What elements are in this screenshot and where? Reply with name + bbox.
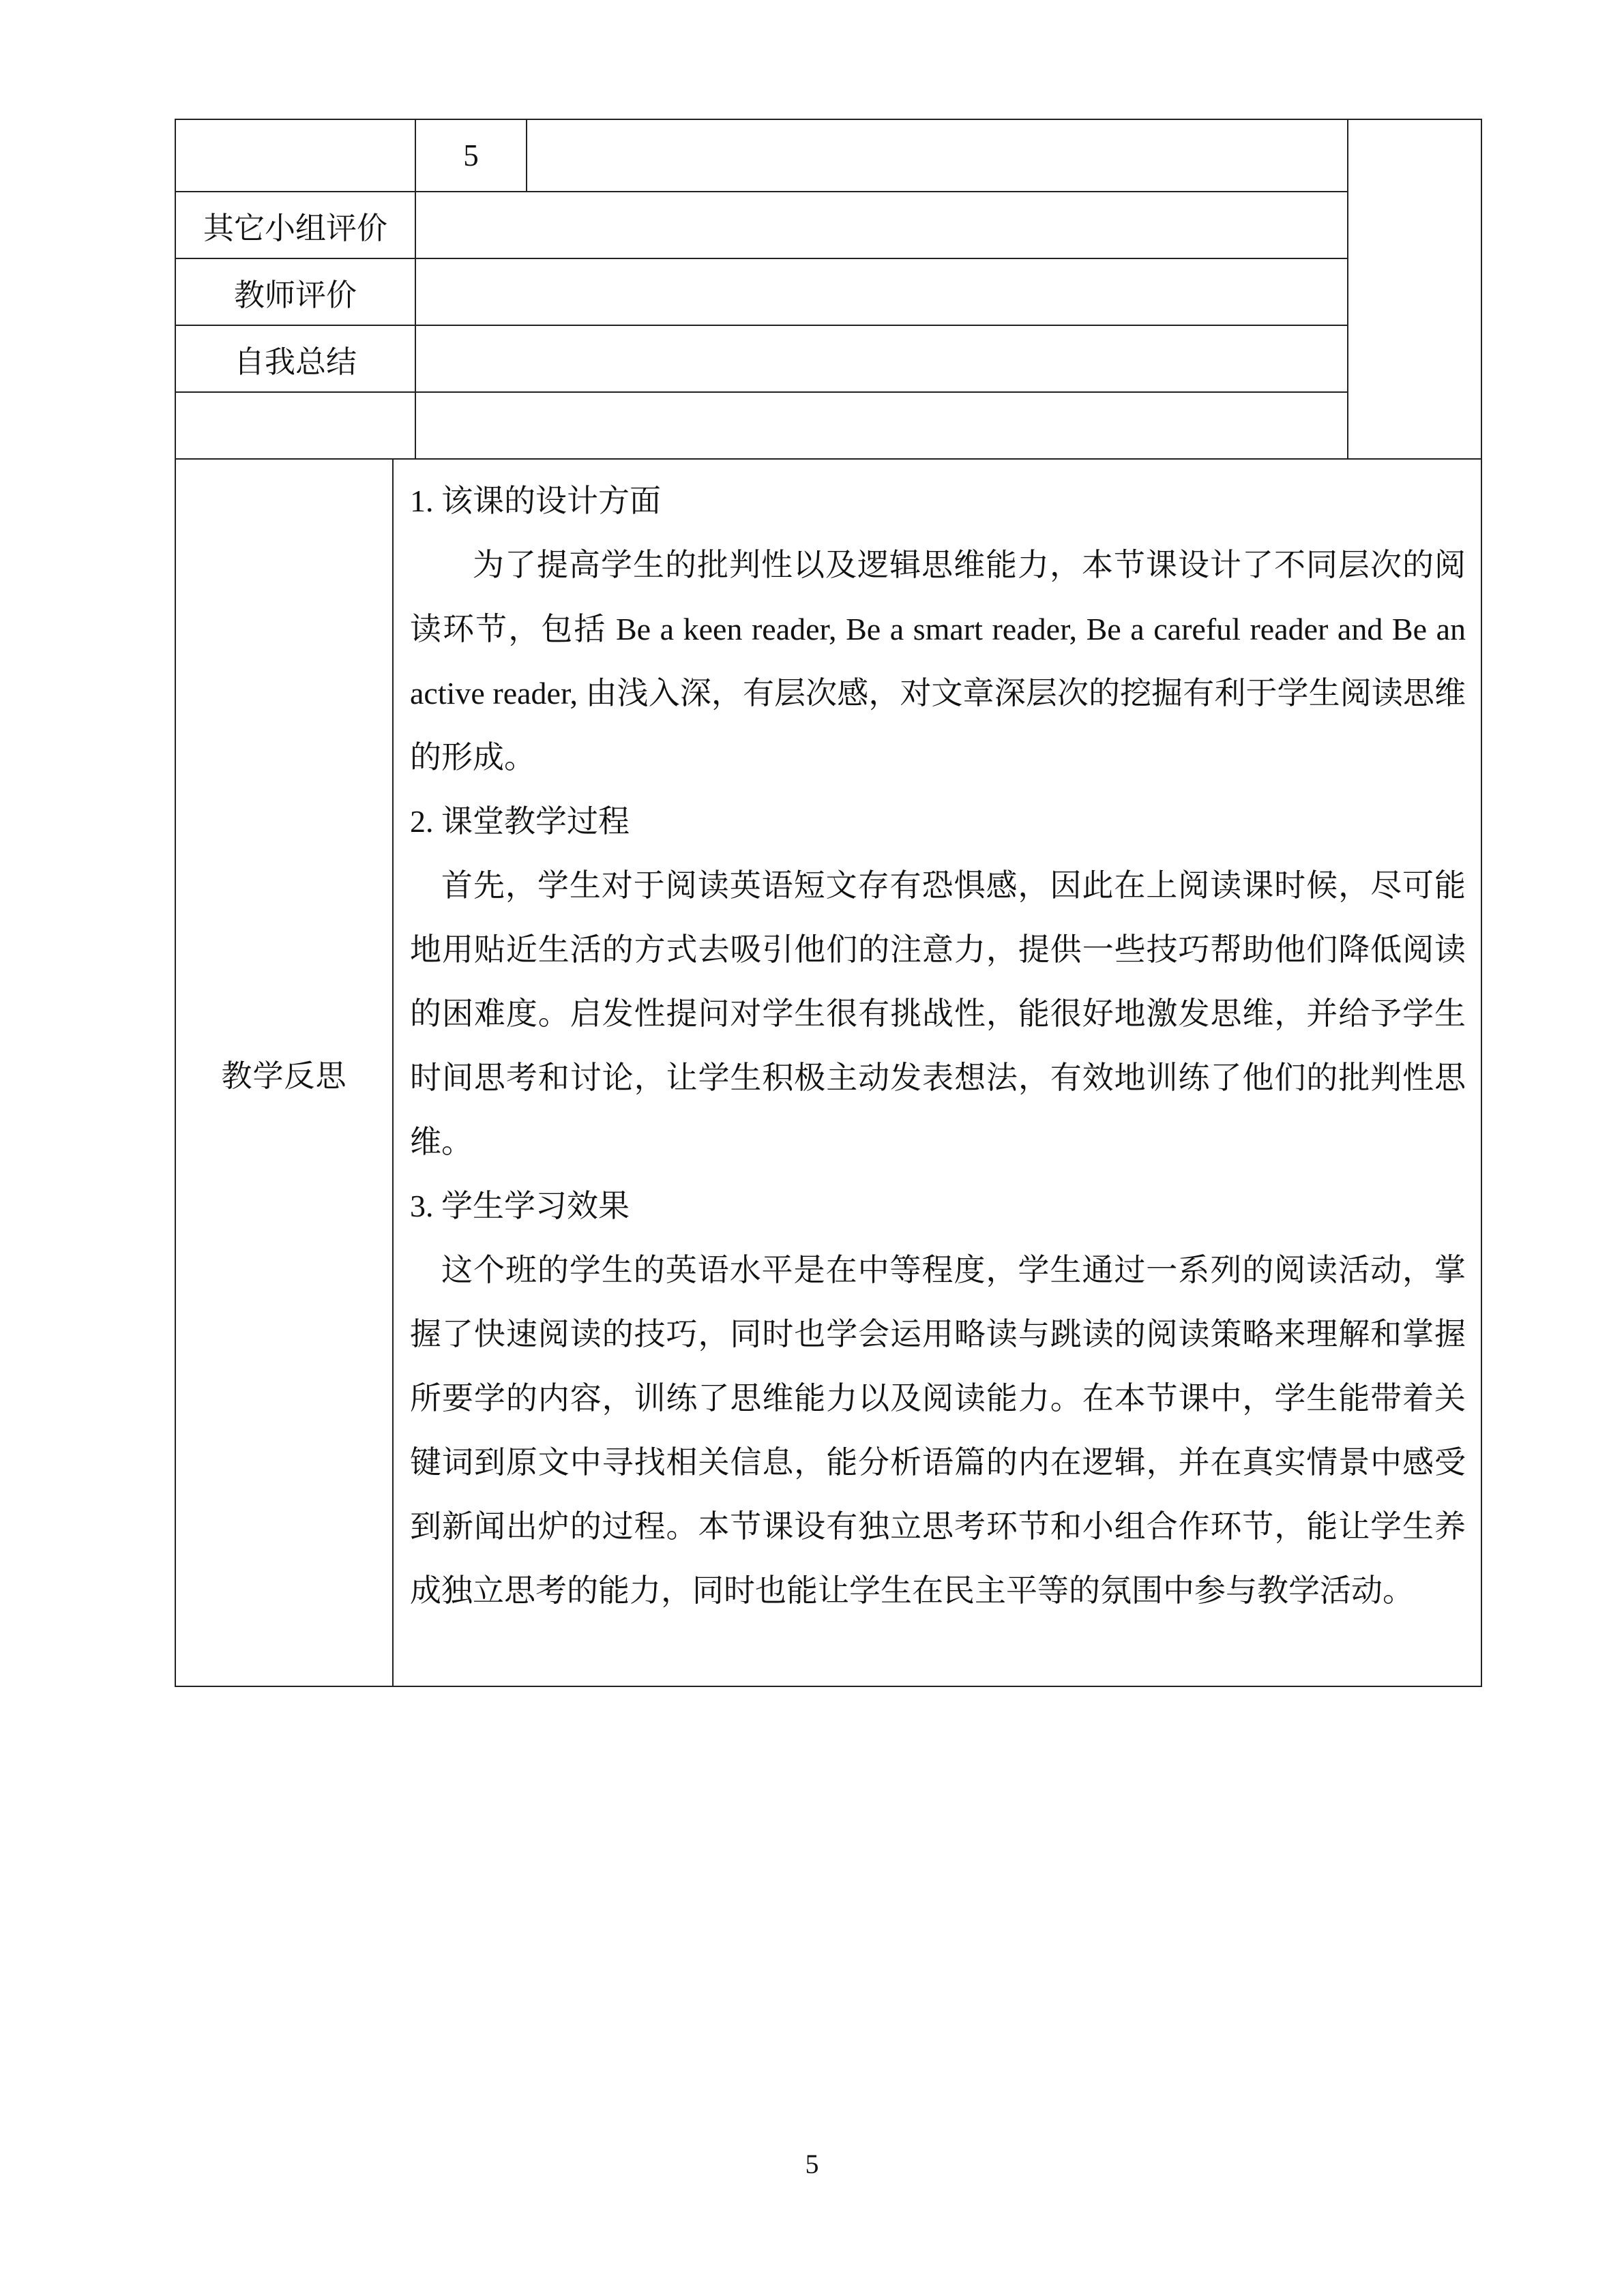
row-value-cell — [415, 392, 1348, 459]
reflection-table — [175, 458, 1482, 1687]
table-row — [175, 459, 1481, 1686]
table-row — [175, 119, 1481, 192]
reflection-heading-design: 1. 该课的设计方面 — [410, 483, 661, 518]
row-value-cell — [415, 258, 1348, 325]
table-row — [175, 325, 1481, 392]
table-row — [175, 392, 1481, 459]
score-cell: 5 — [415, 119, 527, 192]
row-value-cell — [415, 192, 1348, 258]
reflection-heading-effect: 3. 学生学习效果 — [410, 1189, 630, 1223]
row-label-teacher-evaluation: 教师评价 — [175, 258, 415, 325]
empty-label-cell — [175, 392, 415, 459]
empty-label-cell — [175, 119, 415, 192]
reflection-label: 教学反思 — [175, 459, 393, 1686]
table-row — [175, 258, 1481, 325]
reflection-paragraph-design: 为了提高学生的批判性以及逻辑思维能力，本节课设计了不同层次的阅读环节，包括 Be a keen reader, Be a smart reader, Be a careful reader and Be an active reader, 由浅入深，有层次感，对文章深层次的挖掘有利于学生阅读思维的形成。 — [410, 548, 1466, 775]
table-row — [175, 192, 1481, 258]
reflection-heading-process: 2. 课堂教学过程 — [410, 804, 630, 839]
reflection-paragraph-process: 首先，学生对于阅读英语短文存有恐惧感，因此在上阅读课时候，尽可能地用贴近生活的方式去吸引他们的注意力，提供一些技巧帮助他们降低阅读的困难度。启发性提问对学生很有挑战性，能很好地激发思维，并给予学生时间思考和讨论，让学生积极主动发表想法，有效地训练了他们的批判性思维。 — [410, 868, 1466, 1159]
page-number: 5 — [805, 2149, 819, 2179]
row-label-self-summary: 自我总结 — [175, 325, 415, 392]
reflection-content — [393, 459, 1481, 1686]
row-label-other-group-evaluation: 其它小组评价 — [175, 192, 415, 258]
right-margin-cell — [1348, 119, 1481, 459]
reflection-paragraph-effect: 这个班的学生的英语水平是在中等程度，学生通过一系列的阅读活动，掌握了快速阅读的技巧，同时也学会运用略读与跳读的阅读策略来理解和掌握所要学的内容，训练了思维能力以及阅读能力。在本节课中，学生能带着关键词到原文中寻找相关信息，能分析语篇的内在逻辑，并在真实情景中感受到新闻出炉的过程。本节课设有独立思考环节和小组合作环节，能让学生养成独立思考的能力，同时也能让学生在民主平等的氛围中参与教学活动。 — [410, 1253, 1466, 1608]
evaluation-table — [175, 119, 1482, 460]
row-value-cell — [415, 325, 1348, 392]
score-value-cell — [527, 119, 1348, 192]
